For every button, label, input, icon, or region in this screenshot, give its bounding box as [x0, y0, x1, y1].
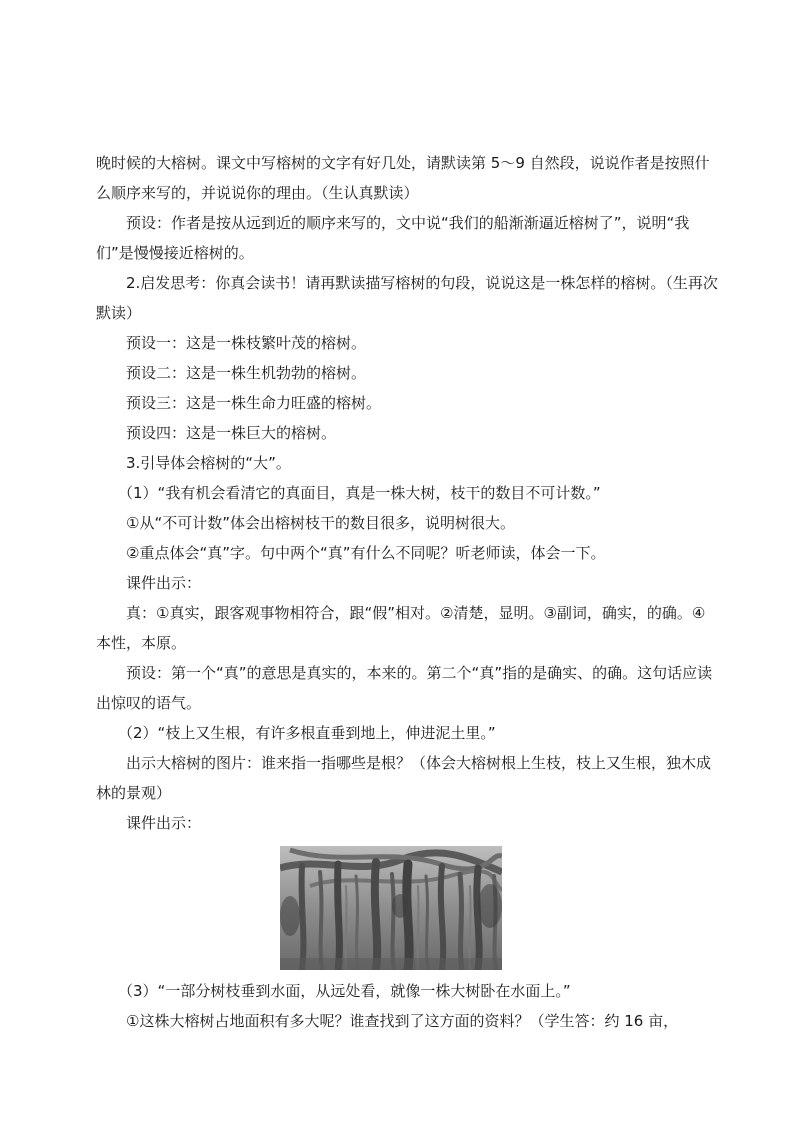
paragraph: 预设三：这是一株生命力旺盛的榕树。: [126, 394, 382, 412]
paragraph: 预设：作者是按从远到近的顺序来写的，文中说“我们的船渐渐逼近榕树了”，说明“我们”是慢慢接近榕树的。: [96, 214, 690, 262]
paragraph: 真：①真实，跟客观事物相符合，跟“假”相对。②清楚，显明。③副词，确实，的确。④本性，本原。: [96, 604, 706, 652]
paragraph: （3）“一部分树枝垂到水面，从远处看，就像一株大树卧在水面上。”: [118, 982, 571, 1000]
document-body: [96, 148, 718, 1036]
paragraph: ①从“不可计数”体会出榕树枝干的数目很多，说明树很大。: [126, 514, 515, 532]
paragraph: 3.引导体会榕树的“大”。: [126, 454, 291, 472]
paragraph: 预设二：这是一株生机勃勃的榕树。: [126, 364, 367, 382]
paragraph: 预设四：这是一株巨大的榕树。: [126, 424, 337, 442]
paragraph: （1）“我有机会看清它的真面目，真是一株大树，枝干的数目不可计数。”: [118, 484, 601, 502]
banyan-tree-photo: [280, 846, 502, 970]
paragraph: 课件出示：: [126, 574, 202, 592]
figure: [96, 846, 718, 970]
paragraph: ①这株大榕树占地面积有多大呢？谁查找到了这方面的资料？（学生答：约 16 亩，: [126, 1012, 679, 1030]
paragraph: 出示大榕树的图片：谁来指一指哪些是根？（体会大榕树根上生枝，枝上又生根，独木成林的景观）: [96, 754, 712, 802]
paragraph: （2）“枝上又生根，有许多根直垂到地上，伸进泥土里。”: [118, 724, 496, 742]
paragraph: 2.启发思考：你真会读书！请再默读描写榕树的句段，说说这是一株怎样的榕树。（生再次默读）: [96, 274, 718, 322]
paragraph: 预设一：这是一株枝繁叶茂的榕树。: [126, 334, 367, 352]
paragraph: 晚时候的大榕树。课文中写榕树的文字有好几处，请默读第 5～9 自然段，说说作者是按照什么顺序来写的，并说说你的理由。（生认真默读）: [96, 154, 710, 202]
paragraph: ②重点体会“真”字。句中两个“真”有什么不同呢？听老师读，体会一下。: [126, 544, 606, 562]
paragraph: 预设：第一个“真”的意思是真实的，本来的。第二个“真”指的是确实、的确。这句话应读出惊叹的语气。: [96, 664, 713, 712]
paragraph: 课件出示：: [126, 814, 202, 832]
